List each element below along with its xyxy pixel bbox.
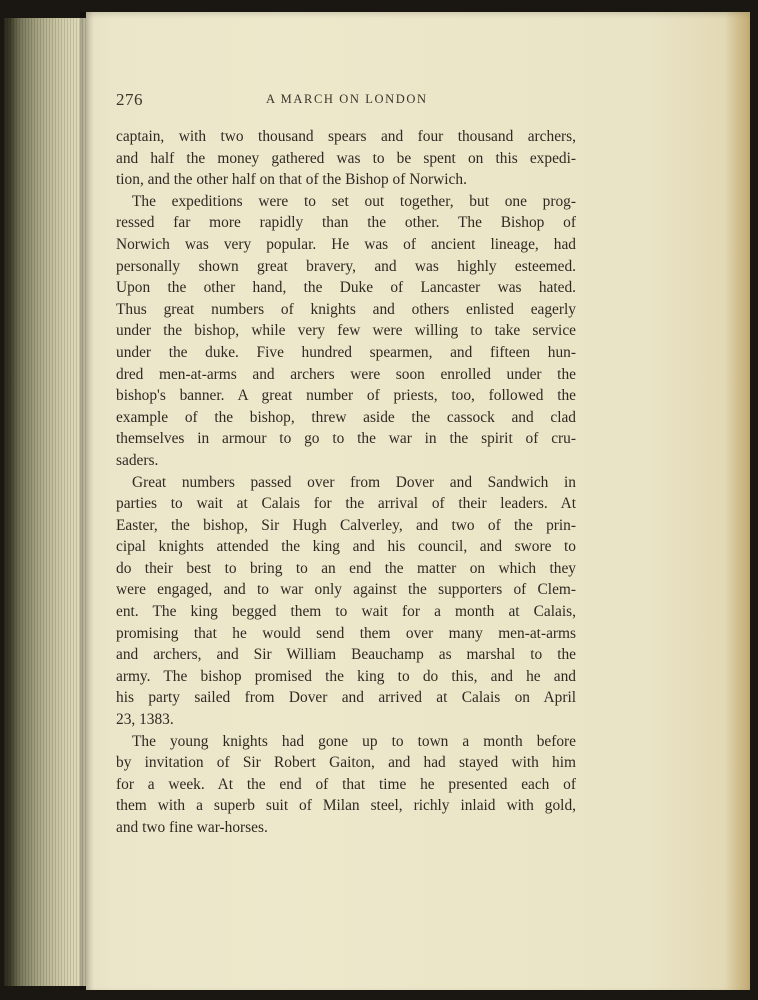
text-line: Thus great numbers of knights and others enlisted eagerly <box>116 300 576 318</box>
text-line: 23, 1383. <box>116 711 174 729</box>
text-line: parties to wait at Calais for the arrival of their leaders. At <box>116 495 576 513</box>
text-line: saders. <box>116 451 159 469</box>
text-line: The young knights had gone up to town a month before <box>132 732 576 750</box>
page-header <box>116 90 546 110</box>
page-number: 276 <box>116 90 143 109</box>
text-line: his party sailed from Dover and arrived at Calais on April <box>116 689 576 707</box>
text-line: tion, and the other half on that of the Bishop of Norwich. <box>116 171 467 189</box>
text-line: Upon the other hand, the Duke of Lancaster was hated. <box>116 279 576 297</box>
text-line: Easter, the bishop, Sir Hugh Calverley, and two of the prin- <box>116 516 576 534</box>
text-line: bishop's banner. A great number of priests, too, followed the <box>116 387 576 405</box>
body-text <box>116 126 576 839</box>
text-line: Norwich was very popular. He was of ancient lineage, had <box>116 235 576 253</box>
text-line: Great numbers passed over from Dover and Sandwich in <box>132 473 576 491</box>
text-line: and archers, and Sir William Beauchamp as marshal to the <box>116 646 576 664</box>
text-line: by invitation of Sir Robert Gaiton, and had stayed with him <box>116 754 576 772</box>
text-line: do their best to bring to an end the matter on which they <box>116 559 576 577</box>
text-line: themselves in armour to go to the war in the spirit of cru- <box>116 430 576 448</box>
text-line: under the duke. Five hundred spearmen, and fifteen hun- <box>116 343 576 361</box>
text-line: and half the money gathered was to be spent on this expedi- <box>116 149 576 167</box>
text-line: ent. The king begged them to wait for a month at Calais, <box>116 603 576 621</box>
text-line: under the bishop, while very few were willing to take service <box>116 322 576 340</box>
text-line: and two fine war-horses. <box>116 819 268 836</box>
text-line: captain, with two thousand spears and four thousand archers, <box>116 128 576 145</box>
text-line: for a week. At the end of that time he presented each of <box>116 775 576 793</box>
binding-shadow <box>80 12 94 990</box>
text-line: example of the bishop, threw aside the cassock and clad <box>116 408 576 426</box>
text-line: personally shown great bravery, and was highly esteemed. <box>116 257 576 275</box>
page-edges <box>4 18 90 986</box>
text-line: ressed far more rapidly than the other. The Bishop of <box>116 214 576 232</box>
text-line: army. The bishop promised the king to do this, and he and <box>116 667 576 685</box>
running-head: A MARCH ON LONDON <box>266 92 428 106</box>
text-line: The expeditions were to set out together, but one prog- <box>132 192 576 210</box>
text-line: them with a superb suit of Milan steel, richly inlaid with gold, <box>116 797 576 815</box>
text-line: were engaged, and to war only against the supporters of Clem- <box>116 581 576 599</box>
text-line: dred men-at-arms and archers were soon enrolled under the <box>116 365 576 383</box>
text-line: promising that he would send them over many men-at-arms <box>116 624 576 642</box>
text-line: cipal knights attended the king and his council, and swore to <box>116 538 576 556</box>
